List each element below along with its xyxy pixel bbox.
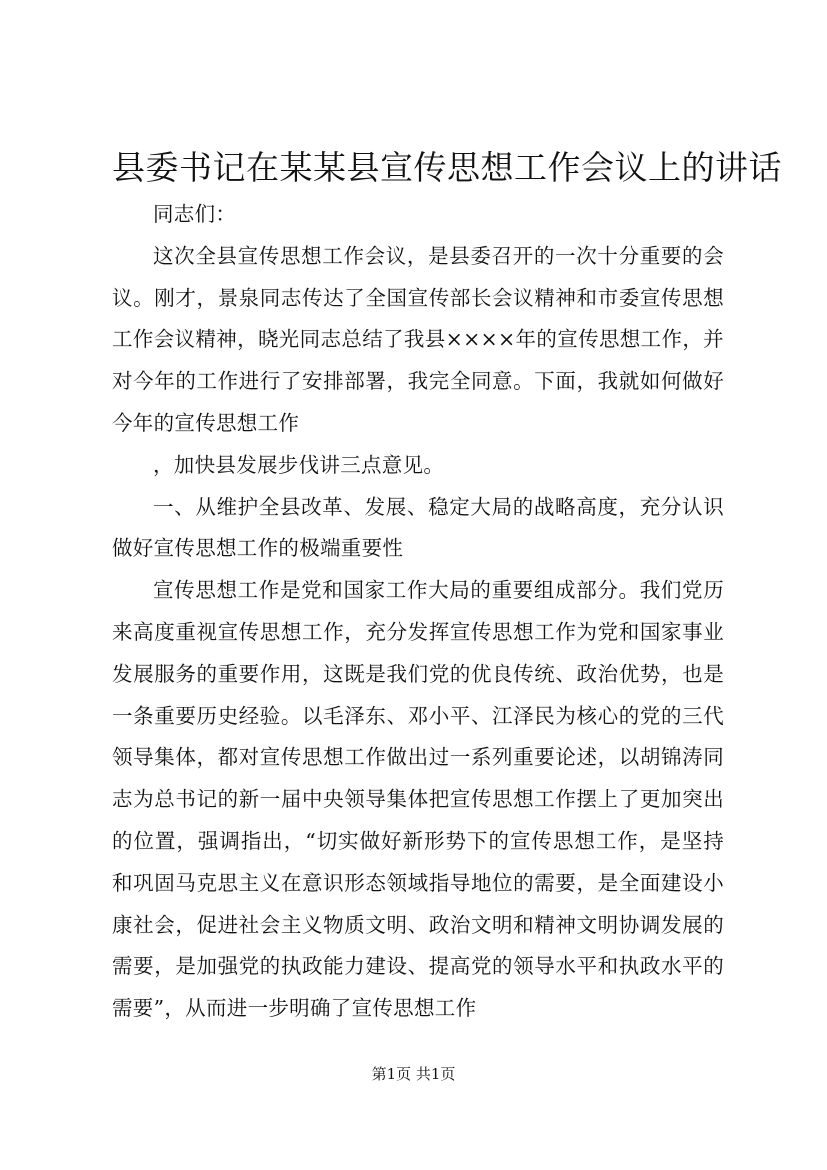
intro-continuation-paragraph: ，加快县发展步伐讲三点意见。: [153, 452, 445, 477]
intro-paragraph: 这次全县宣传思想工作会议，是县委召开的一次十分重要的会议。刚才，景泉同志传达了全国宣传部长会议精神和市委宣传思想工作会议精神，晓光同志总结了我县××××年的宣传思想工作，并对今年的工作进行了安排部署，我完全同意。下面，我就如何做好今年的宣传思想工作: [112, 243, 724, 435]
section-heading-1: 一、从维护全县改革、发展、稳定大局的战略高度，充分认识做好宣传思想工作的极端重要性: [112, 494, 724, 561]
document-body: [112, 194, 724, 1030]
body-paragraph: 宣传思想工作是党和国家工作大局的重要组成部分。我们党历来高度重视宣传思想工作，充分发挥宣传思想工作为党和国家事业发展服务的重要作用，这既是我们党的优良传统、政治优势，也是一条重要历史经验。以毛泽东、邓小平、江泽民为核心的党的三代领导集体，都对宣传思想工作做出过一系列重要论述，以胡锦涛同志为总书记的新一届中央领导集体把宣传思想工作摆上了更加突出的位置，强调指出，“切实做好新形势下的宣传思想工作，是坚持和巩固马克思主义在意识形态领域指导地位的需要，是全面建设小康社会，促进社会主义物质文明、政治文明和精神文明协调发展的需要，是加强党的执政能力建设、提高党的领导水平和执政水平的需要”，从而进一步明确了宣传思想工作: [112, 578, 724, 1021]
document-title: 县委书记在某某县宣传思想工作会议上的讲话: [112, 148, 782, 187]
salutation-paragraph: 同志们：: [153, 202, 237, 226]
page-footer: 第1页 共1页: [371, 1065, 456, 1083]
